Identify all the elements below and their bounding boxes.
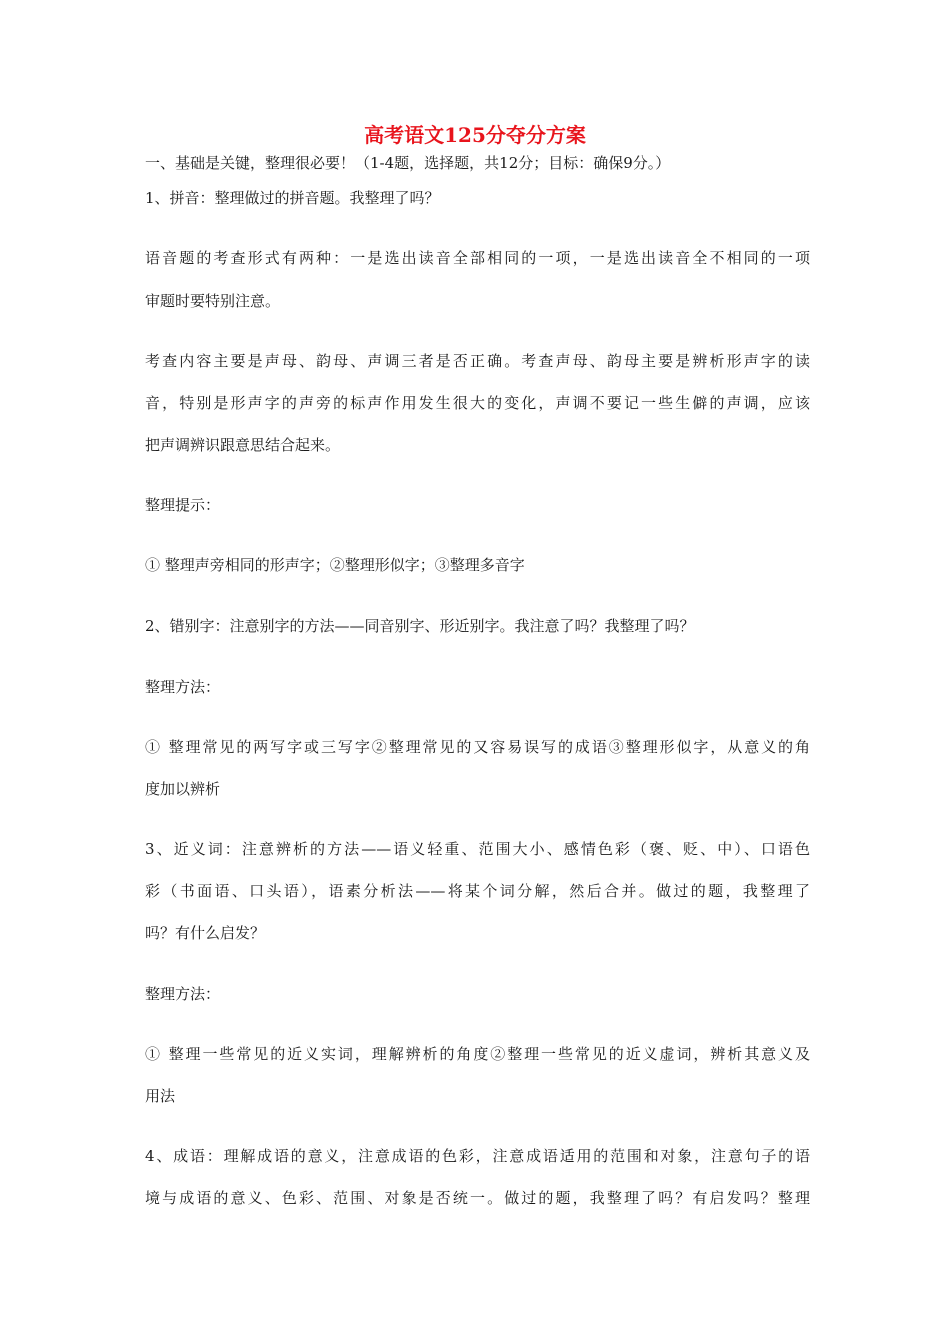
paragraph-line: 语音题的考查形式有两种：一是选出读音全部相同的一项，一是选出读音全不相同的一项 bbox=[145, 249, 810, 267]
document-title: 高考语文125分夺分方案 bbox=[364, 123, 586, 147]
tips-heading: 整理提示： bbox=[145, 496, 221, 514]
paragraph-line: 审题时要特别注意。 bbox=[145, 292, 281, 310]
paragraph-line: 把声调辨识跟意思结合起来。 bbox=[145, 436, 341, 454]
item-3-synonyms: 3、近义词：注意辨析的方法——语义轻重、范围大小、感情色彩（褒、贬、中）、口语色 bbox=[145, 840, 810, 858]
tips-list: ① 整理声旁相同的形声字；②整理形似字；③整理多音字 bbox=[145, 556, 525, 574]
paragraph-line: ① 整理一些常见的近义实词，理解辨析的角度②整理一些常见的近义虚词，辨析其意义及 bbox=[145, 1045, 810, 1063]
paragraph-line: 音，特别是形声字的声旁的标声作用发生很大的变化，声调不要记一些生僻的声调，应该 bbox=[145, 394, 810, 412]
paragraph-line: ① 整理常见的两写字或三写字②整理常见的又容易误写的成语③整理形似字，从意义的角 bbox=[145, 738, 810, 756]
item-1-pinyin: 1、拼音：整理做过的拼音题。我整理了吗？ bbox=[145, 189, 440, 207]
paragraph-line: 考查内容主要是声母、韵母、声调三者是否正确。考查声母、韵母主要是辨析形声字的读 bbox=[145, 352, 810, 370]
paragraph-line: 境与成语的意义、色彩、范围、对象是否统一。做过的题，我整理了吗？有启发吗？整理 bbox=[145, 1189, 810, 1207]
paragraph-line: 吗？有什么启发？ bbox=[145, 924, 266, 942]
item-2-typos: 2、错别字：注意别字的方法——同音别字、形近别字。我注意了吗？我整理了吗？ bbox=[145, 617, 695, 635]
method-heading: 整理方法： bbox=[145, 678, 221, 696]
section-heading-basics: 一、基础是关键，整理很必要！（1-4题，选择题，共12分；目标：确保9分。） bbox=[145, 154, 671, 172]
paragraph-line: 度加以辨析 bbox=[145, 780, 221, 798]
method-heading: 整理方法： bbox=[145, 985, 221, 1003]
paragraph-line: 用法 bbox=[145, 1087, 176, 1105]
paragraph-line: 彩（书面语、口头语），语素分析法——将某个词分解，然后合并。做过的题，我整理了 bbox=[145, 882, 810, 900]
item-4-idioms: 4、成语：理解成语的意义，注意成语的色彩，注意成语适用的范围和对象，注意句子的语 bbox=[145, 1147, 810, 1165]
